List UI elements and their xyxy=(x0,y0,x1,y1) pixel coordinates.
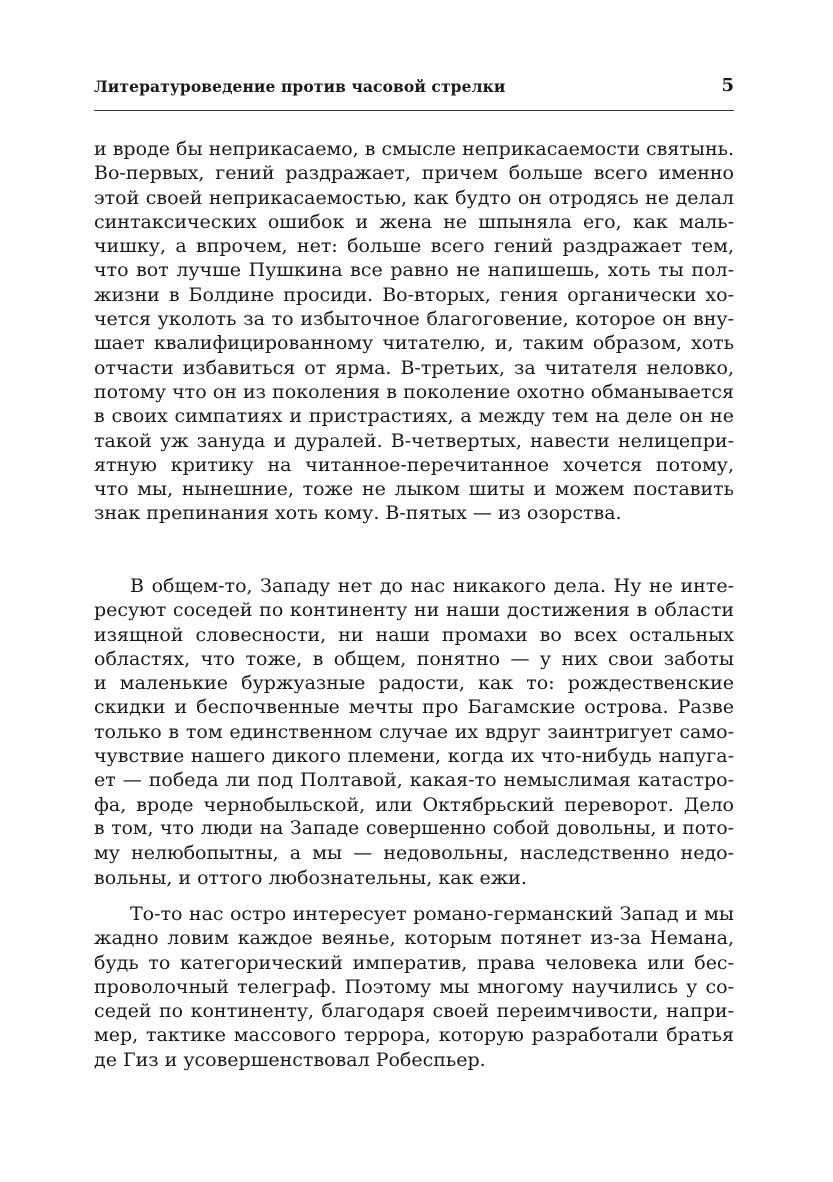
text-line: ятную критику на читанное-перечитанное хочется потому, xyxy=(94,453,734,476)
text-line: фа, вроде чернобыльской, или Октябрьский переворот. Дело xyxy=(94,793,734,816)
text-line: изящной словесности, ни наши промахи во всех остальных xyxy=(94,623,734,646)
text-line: ет — победа ли под Полтавой, какая-то немыслимая катастро- xyxy=(94,769,734,792)
text-line: В общем-то, Западу нет до нас никакого дела. Ну не инте- xyxy=(130,575,734,597)
text-line: То-то нас остро интересует романо-германский Запад и мы xyxy=(130,903,734,925)
text-line: жизни в Болдине просиди. Во-вторых, гения органически хо- xyxy=(94,283,734,306)
text-line: такой уж зануда и дуралей. В-четвертых, навести нелицепри- xyxy=(94,429,734,452)
text-line: жадно ловим каждое веянье, которым потянет из-за Немана, xyxy=(94,927,734,950)
paragraph-continuation xyxy=(94,137,734,526)
text-line: седей по континенту, благодаря своей переимчивости, напри- xyxy=(94,1000,734,1023)
text-line: только в том единственном случае их вдруг заинтригует само- xyxy=(94,720,734,743)
text-line: проволочный телеграф. Поэтому мы многому научились у со- xyxy=(94,975,734,998)
text-line: синтаксических ошибок и жена не шпыняла его, как маль- xyxy=(94,210,734,233)
text-line: в своих симпатиях и пристрастиях, а между тем на деле он не xyxy=(94,405,734,428)
text-line: мер, тактике массового террора, которую разработали братья xyxy=(94,1024,734,1047)
text-line: что вот лучше Пушкина все равно не напишешь, хоть ты пол- xyxy=(94,259,734,282)
text-line: этой своей неприкасаемостью, как будто он отродясь не делал xyxy=(94,186,734,209)
paragraph xyxy=(94,902,734,1072)
text-line: знак препинания хоть кому. В-пятых — из озорства. xyxy=(94,502,622,525)
text-line: будь то категорический императив, права человека или бес- xyxy=(94,951,734,974)
text-line: чувствие нашего дикого племени, когда их что-нибудь напуга- xyxy=(94,745,734,768)
text-line: в том, что люди на Западе совершенно собой довольны, и пото- xyxy=(94,817,734,839)
text-line: ресуют соседей по континенту ни наши достижения в области xyxy=(94,599,734,622)
text-line: чишку, а впрочем, нет: больше всего гений раздражает тем, xyxy=(94,235,734,258)
text-line: скидки и беспочвенные мечты про Багамские острова. Разве xyxy=(94,696,734,719)
text-line: областях, что тоже, в общем, понятно — у них свои заботы xyxy=(94,647,734,670)
text-line: чется уколоть за то избыточное благоговение, которое он вну- xyxy=(94,308,734,331)
running-title: Литературоведение против часовой стрелки xyxy=(94,77,506,96)
text-line: и вроде бы неприкасаемо, в смысле неприкасаемости святынь. xyxy=(94,138,734,160)
paragraph xyxy=(94,574,734,890)
text-line: что мы, нынешние, тоже не лыком шиты и можем поставить xyxy=(94,478,734,501)
text-line: потому что он из поколения в поколение охотно обманывается xyxy=(94,380,734,403)
text-line: и маленькие буржуазные радости, как то: рождественские xyxy=(94,672,734,695)
text-line: шает квалифицированному читателю, и, таким образом, хоть xyxy=(94,332,734,355)
text-line: отчасти избавиться от ярма. В-третьих, за читателя неловко, xyxy=(94,356,734,379)
running-head xyxy=(94,75,734,99)
text-line: вольны, и оттого любознательны, как ежи. xyxy=(94,866,527,889)
text-line: му нелюбопытны, а мы — недовольны, наследственно недо- xyxy=(94,842,734,865)
page-number: 5 xyxy=(721,75,734,96)
header-rule xyxy=(94,110,734,111)
text-line: де Гиз и усовершенствовал Робеспьер. xyxy=(94,1048,486,1071)
text-line: Во-первых, гений раздражает, причем больше всего именно xyxy=(94,162,734,185)
